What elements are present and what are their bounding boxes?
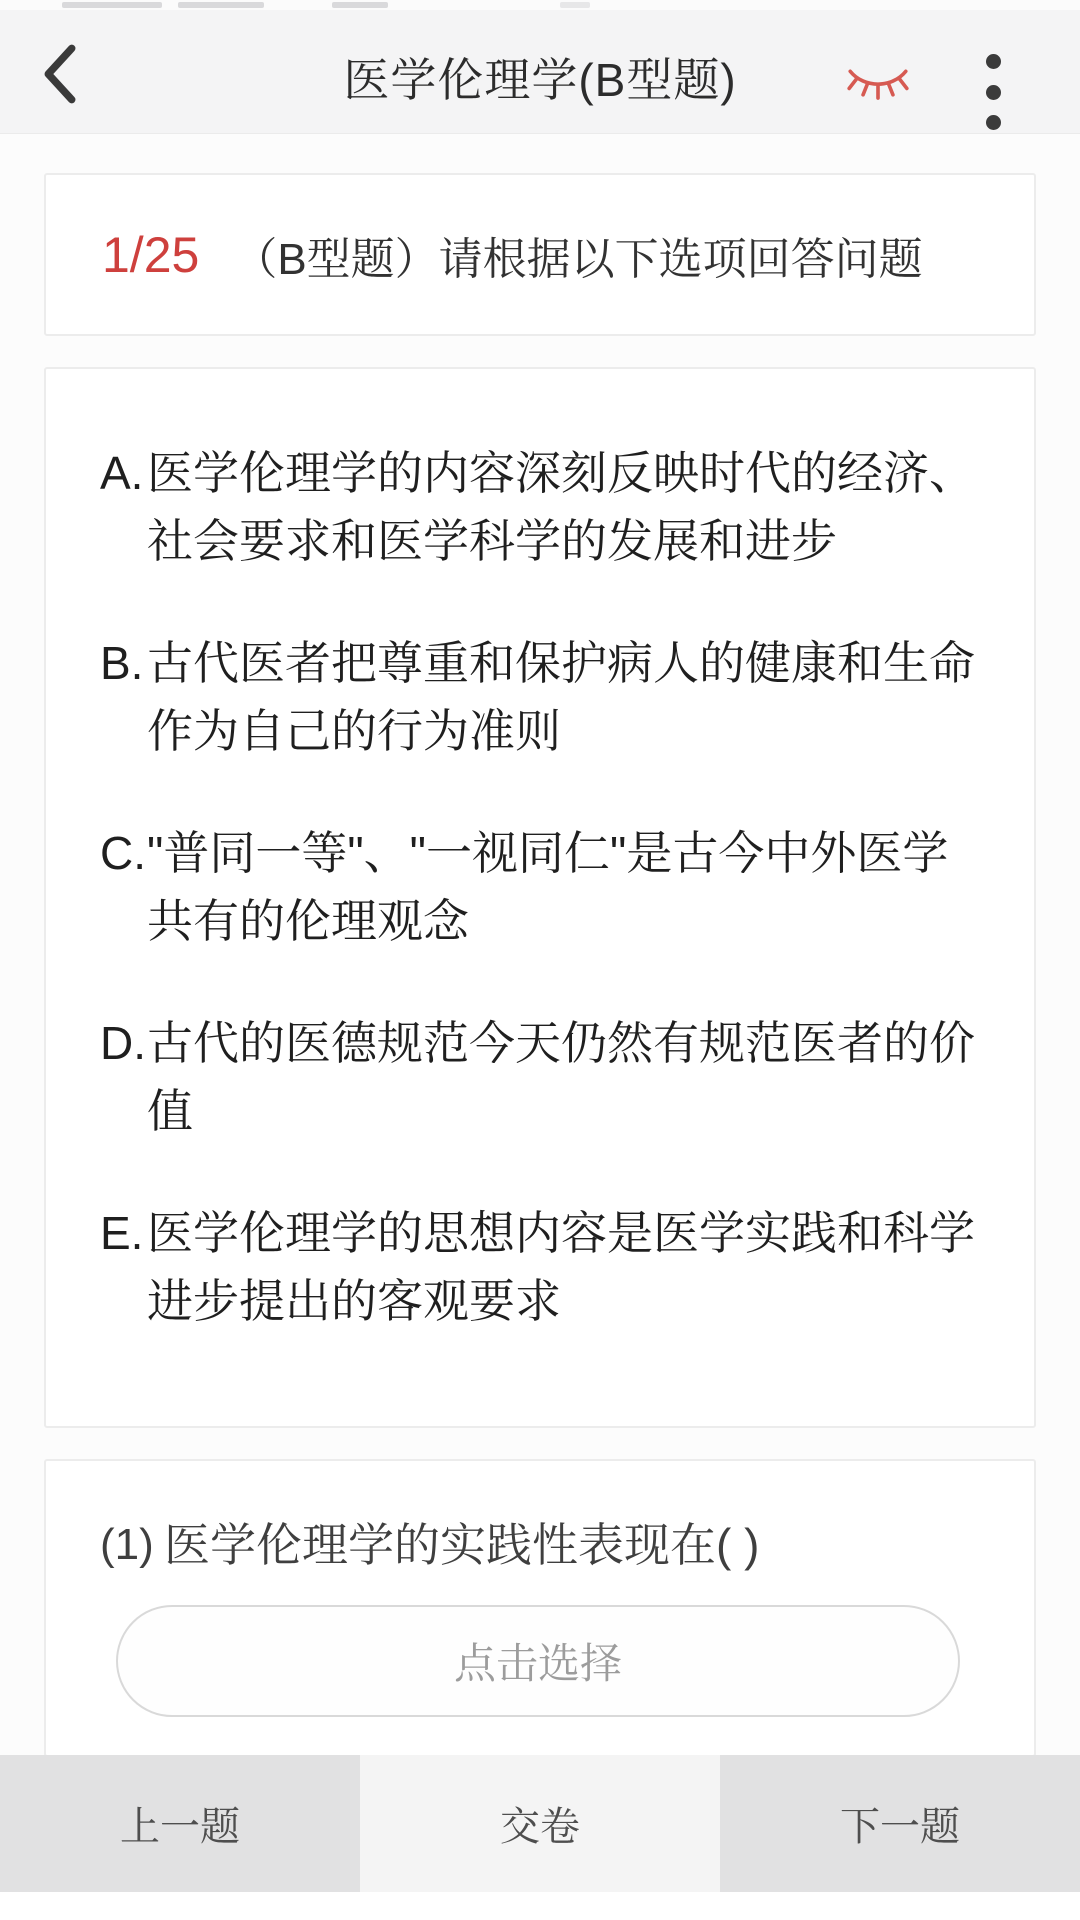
option-row bbox=[100, 1009, 978, 1145]
option-letter: D. bbox=[100, 1017, 146, 1069]
eye-closed-icon bbox=[846, 90, 910, 105]
eye-closed-button[interactable] bbox=[846, 62, 910, 102]
bottom-whitespace bbox=[0, 1892, 1080, 1920]
prev-question-button[interactable]: 上一题 bbox=[0, 1755, 360, 1892]
option-row bbox=[100, 1199, 978, 1335]
option-text: 古代医者把尊重和保护病人的健康和生命作为自己的行为准则 bbox=[147, 637, 975, 757]
question-progress: 1/25 bbox=[102, 226, 200, 283]
page-title: 医学伦理学(B型题) bbox=[343, 54, 737, 106]
status-bar-remnant bbox=[0, 0, 1080, 10]
option-row bbox=[100, 629, 978, 765]
sub-question-row bbox=[100, 1513, 976, 1577]
app-header bbox=[0, 10, 1080, 134]
sub-question-number: (1) bbox=[100, 1520, 154, 1569]
option-letter: B. bbox=[100, 637, 144, 689]
sub-question-card bbox=[44, 1459, 1036, 1757]
question-prompt: （B型题）请根据以下选项回答问题 bbox=[233, 234, 923, 284]
option-row bbox=[100, 819, 978, 955]
submit-paper-button[interactable]: 交卷 bbox=[360, 1755, 720, 1892]
option-letter: A. bbox=[100, 447, 144, 499]
question-card bbox=[44, 173, 1036, 336]
kebab-menu-icon[interactable] bbox=[986, 54, 1004, 130]
sub-question-text: 医学伦理学的实践性表现在( ) bbox=[164, 1519, 760, 1571]
option-text: 古代的医德规范今天仍然有规范医者的价值 bbox=[147, 1017, 975, 1137]
option-letter: C. bbox=[100, 827, 146, 879]
options-list bbox=[100, 439, 978, 1335]
option-letter: E. bbox=[100, 1207, 144, 1259]
next-question-button[interactable]: 下一题 bbox=[720, 1755, 1080, 1892]
option-text: 医学伦理学的思想内容是医学实践和科学进步提出的客观要求 bbox=[147, 1207, 975, 1327]
option-text: "普同一等"、"一视同仁"是古今中外医学共有的伦理观念 bbox=[147, 827, 949, 947]
select-answer-button[interactable]: 点击选择 bbox=[116, 1605, 960, 1717]
bottom-nav bbox=[0, 1755, 1080, 1892]
option-text: 医学伦理学的内容深刻反映时代的经济、社会要求和医学科学的发展和进步 bbox=[147, 447, 975, 567]
options-card bbox=[44, 367, 1036, 1428]
option-row bbox=[100, 439, 978, 575]
